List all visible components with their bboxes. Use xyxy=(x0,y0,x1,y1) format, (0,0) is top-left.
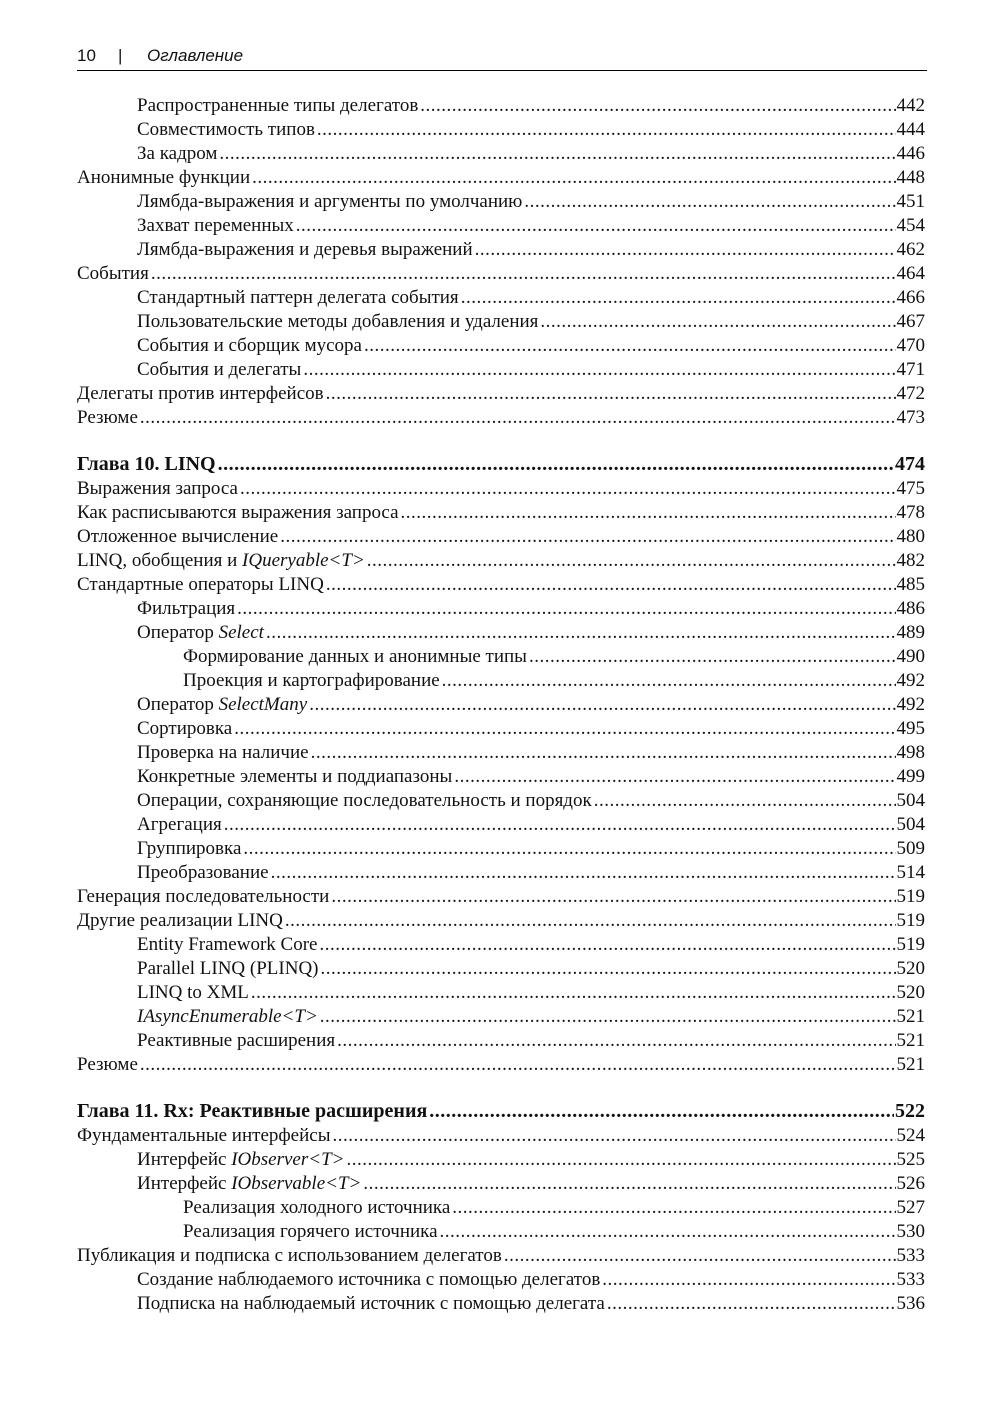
toc-entry[interactable] xyxy=(77,94,925,118)
toc-entry[interactable] xyxy=(77,1268,925,1292)
toc-entry-title: Операции, сохраняющие последовательность и порядок xyxy=(137,790,592,811)
toc-page-number: 520 xyxy=(896,958,925,979)
dot-leader xyxy=(219,142,895,166)
toc-entry-title: Стандартные операторы LINQ xyxy=(77,574,324,595)
dot-leader xyxy=(320,1005,896,1029)
toc-entry-title: Другие реализации LINQ xyxy=(77,910,283,931)
toc-page-number: 470 xyxy=(896,335,925,356)
toc-page-number: 525 xyxy=(896,1149,925,1170)
toc-entry[interactable] xyxy=(77,1124,925,1148)
toc-page-number: 446 xyxy=(896,143,925,164)
toc-entry-title: Делегаты против интерфейсов xyxy=(77,383,324,404)
toc-entry-title: Как расписываются выражения запроса xyxy=(77,502,399,523)
toc-entry[interactable] xyxy=(77,1292,925,1316)
toc-entry[interactable] xyxy=(77,1148,925,1172)
page-number: 10 xyxy=(77,46,96,65)
toc-page-number: 490 xyxy=(896,646,925,667)
toc-entry[interactable] xyxy=(77,1196,925,1220)
toc-entry-title: События xyxy=(77,263,149,284)
toc-entry-title: LINQ to XML xyxy=(137,982,249,1003)
toc-entry[interactable] xyxy=(77,885,925,909)
toc-entry-title: Интерфейс IObservable<T> xyxy=(137,1173,362,1194)
dot-leader xyxy=(218,451,894,477)
dot-leader xyxy=(602,1268,895,1292)
dot-leader xyxy=(529,645,896,669)
toc-entry-title: Сортировка xyxy=(137,718,233,739)
toc-entry-title: Выражения запроса xyxy=(77,478,238,499)
dot-leader xyxy=(540,310,895,334)
dot-leader xyxy=(440,1220,896,1244)
toc-chapter-heading[interactable] xyxy=(77,451,925,477)
running-header xyxy=(77,44,927,71)
toc-entry[interactable] xyxy=(77,789,925,813)
toc-page-number: 504 xyxy=(896,814,925,835)
toc-entry-title: Реализация горячего источника xyxy=(183,1221,438,1242)
toc-entry[interactable] xyxy=(77,765,925,789)
toc-entry[interactable] xyxy=(77,118,925,142)
toc-page-number: 467 xyxy=(896,311,925,332)
toc-entry[interactable] xyxy=(77,573,925,597)
toc-entry-title: События и сборщик мусора xyxy=(137,335,362,356)
dot-leader xyxy=(151,262,896,286)
toc-entry-title: Резюме xyxy=(77,407,138,428)
header-title: Оглавление xyxy=(147,46,244,65)
dot-leader xyxy=(309,693,895,717)
toc-entry-title: Совместимость типов xyxy=(137,119,315,140)
toc-entry[interactable] xyxy=(77,1005,925,1029)
dot-leader xyxy=(234,717,895,741)
toc-page-number: 474 xyxy=(895,453,925,475)
toc-page-number: 533 xyxy=(896,1245,925,1266)
toc-page-number: 442 xyxy=(896,95,925,116)
toc-page-number: 482 xyxy=(896,550,925,571)
toc-page-number: 485 xyxy=(896,574,925,595)
toc-entry-title: Создание наблюдаемого источника с помощью делегатов xyxy=(137,1269,601,1290)
dot-leader xyxy=(401,501,896,525)
toc-entry-title: Лямбда-выражения и деревья выражений xyxy=(137,239,473,260)
toc-page-number: 519 xyxy=(896,886,925,907)
toc-page-number: 454 xyxy=(896,215,925,236)
toc-page-number: 521 xyxy=(896,1054,925,1075)
toc-entry[interactable] xyxy=(77,334,925,358)
dot-leader xyxy=(607,1292,896,1316)
header-separator: | xyxy=(118,46,123,65)
toc-entry[interactable] xyxy=(77,214,925,238)
toc-page-number: 533 xyxy=(896,1269,925,1290)
toc-entry-title: Оператор Select xyxy=(137,622,264,643)
toc-entry[interactable] xyxy=(77,525,925,549)
toc-page-number: 509 xyxy=(896,838,925,859)
toc-entry[interactable] xyxy=(77,166,925,190)
dot-leader xyxy=(337,1029,895,1053)
toc-entry-title: Реализация холодного источника xyxy=(183,1197,451,1218)
toc-entry[interactable] xyxy=(77,310,925,334)
toc-entry[interactable] xyxy=(77,1053,925,1077)
toc-page-number: 473 xyxy=(896,407,925,428)
toc-entry-title: События и делегаты xyxy=(137,359,302,380)
toc-entry[interactable] xyxy=(77,501,925,525)
toc-entry-title: Entity Framework Core xyxy=(137,934,318,955)
toc-entry-title: Стандартный паттерн делегата события xyxy=(137,287,459,308)
dot-leader xyxy=(367,549,896,573)
toc-entry[interactable] xyxy=(77,645,925,669)
toc-entry-title: Глава 11. Rx: Реактивные расширения xyxy=(77,1100,428,1122)
dot-leader xyxy=(420,94,895,118)
toc-page-number: 466 xyxy=(896,287,925,308)
toc-entry-title: Глава 10. LINQ xyxy=(77,453,216,475)
toc-entry-title: Оператор SelectMany xyxy=(137,694,308,715)
toc-page-number: 514 xyxy=(896,862,925,883)
toc-entry-title: Parallel LINQ (PLINQ) xyxy=(137,958,319,979)
toc-page-number: 451 xyxy=(896,191,925,212)
toc-entry[interactable] xyxy=(77,597,925,621)
toc-entry-title: IAsyncEnumerable<T> xyxy=(137,1006,318,1027)
dot-leader xyxy=(452,1196,895,1220)
toc-entry[interactable] xyxy=(77,549,925,573)
toc-entry-title: Фундаментальные интерфейсы xyxy=(77,1125,331,1146)
toc-entry[interactable] xyxy=(77,981,925,1005)
dot-leader xyxy=(326,382,896,406)
toc-entry[interactable] xyxy=(77,693,925,717)
toc-page-number: 519 xyxy=(896,934,925,955)
toc-page-number: 499 xyxy=(896,766,925,787)
toc-entry[interactable] xyxy=(77,957,925,981)
dot-leader xyxy=(271,861,896,885)
toc-page-number: 522 xyxy=(895,1100,925,1122)
dot-leader xyxy=(140,1053,896,1077)
toc-entry[interactable] xyxy=(77,741,925,765)
dot-leader xyxy=(454,765,895,789)
toc-entry[interactable] xyxy=(77,1172,925,1196)
dot-leader xyxy=(140,406,896,430)
toc-entry-title: Распространенные типы делегатов xyxy=(137,95,419,116)
dot-leader xyxy=(594,789,896,813)
toc-entry-title: За кадром xyxy=(137,143,218,164)
dot-leader xyxy=(504,1244,896,1268)
toc-entry-title: Группировка xyxy=(137,838,242,859)
toc-entry-title: Отложенное вычисление xyxy=(77,526,279,547)
toc-entry[interactable] xyxy=(77,1244,925,1268)
toc-entry[interactable] xyxy=(77,1029,925,1053)
toc-entry[interactable] xyxy=(77,861,925,885)
toc-entry-title: Лямбда-выражения и аргументы по умолчанию xyxy=(137,191,523,212)
toc-entry[interactable] xyxy=(77,190,925,214)
dot-leader xyxy=(331,885,895,909)
toc-entry-title: Реактивные расширения xyxy=(137,1030,336,1051)
dot-leader xyxy=(346,1148,895,1172)
toc-entry[interactable] xyxy=(77,813,925,837)
toc-entry-title: Проекция и картографирование xyxy=(183,670,440,691)
toc-entry[interactable] xyxy=(77,286,925,310)
dot-leader xyxy=(285,909,896,933)
toc-page-number: 471 xyxy=(896,359,925,380)
toc-entry-title: Фильтрация xyxy=(137,598,236,619)
dot-leader xyxy=(442,669,896,693)
toc-entry[interactable] xyxy=(77,1220,925,1244)
toc-chapter-heading[interactable] xyxy=(77,1098,925,1124)
toc-page-number: 504 xyxy=(896,790,925,811)
dot-leader xyxy=(319,933,895,957)
toc-entry-title: Подписка на наблюдаемый источник с помощью делегата xyxy=(137,1293,605,1314)
toc-page-number: 492 xyxy=(896,694,925,715)
toc-entry-title: Интерфейс IObserver<T> xyxy=(137,1149,345,1170)
toc-page-number: 527 xyxy=(896,1197,925,1218)
dot-leader xyxy=(243,837,895,861)
toc-entry[interactable] xyxy=(77,382,925,406)
toc-entry-title: Генерация последовательности xyxy=(77,886,330,907)
toc-entry-title: Агрегация xyxy=(137,814,222,835)
toc-entry[interactable] xyxy=(77,909,925,933)
toc-entry[interactable] xyxy=(77,717,925,741)
toc-page-number: 536 xyxy=(896,1293,925,1314)
toc-page-number: 492 xyxy=(896,670,925,691)
toc-page-number: 475 xyxy=(896,478,925,499)
toc-entry[interactable] xyxy=(77,238,925,262)
toc-page-number: 486 xyxy=(896,598,925,619)
toc-page-number: 521 xyxy=(896,1030,925,1051)
toc-page-number: 519 xyxy=(896,910,925,931)
table-of-contents xyxy=(77,94,925,1316)
dot-leader xyxy=(311,741,896,765)
toc-entry[interactable] xyxy=(77,621,925,645)
toc-entry-title: Пользовательские методы добавления и удаления xyxy=(137,311,539,332)
toc-page-number: 462 xyxy=(896,239,925,260)
dot-leader xyxy=(237,597,895,621)
toc-page-number: 498 xyxy=(896,742,925,763)
toc-entry-title: Проверка на наличие xyxy=(137,742,309,763)
toc-page-number: 520 xyxy=(896,982,925,1003)
toc-page-number: 521 xyxy=(896,1006,925,1027)
dot-leader xyxy=(461,286,896,310)
toc-page-number: 530 xyxy=(896,1221,925,1242)
dot-leader xyxy=(317,118,896,142)
toc-page-number: 448 xyxy=(896,167,925,188)
toc-entry-title: Конкретные элементы и поддиапазоны xyxy=(137,766,453,787)
toc-page-number: 526 xyxy=(896,1173,925,1194)
dot-leader xyxy=(333,1124,896,1148)
dot-leader xyxy=(224,813,896,837)
toc-page-number: 524 xyxy=(896,1125,925,1146)
toc-entry[interactable] xyxy=(77,358,925,382)
dot-leader xyxy=(326,573,896,597)
toc-entry-title: LINQ, обобщения и IQueryable<T> xyxy=(77,550,365,571)
dot-leader xyxy=(280,525,895,549)
dot-leader xyxy=(321,957,896,981)
toc-entry-title: Формирование данных и анонимные типы xyxy=(183,646,527,667)
toc-entry-title: Публикация и подписка с использованием делегатов xyxy=(77,1245,502,1266)
toc-page-number: 444 xyxy=(896,119,925,140)
toc-page-number: 472 xyxy=(896,383,925,404)
toc-entry-title: Анонимные функции xyxy=(77,167,251,188)
toc-entry[interactable] xyxy=(77,262,925,286)
dot-leader xyxy=(266,621,896,645)
toc-entry[interactable] xyxy=(77,406,925,430)
dot-leader xyxy=(240,477,896,501)
toc-entry[interactable] xyxy=(77,837,925,861)
toc-entry-title: Захват переменных xyxy=(137,215,294,236)
dot-leader xyxy=(303,358,895,382)
toc-page-number: 480 xyxy=(896,526,925,547)
dot-leader xyxy=(429,1098,894,1124)
dot-leader xyxy=(296,214,896,238)
toc-entry[interactable] xyxy=(77,669,925,693)
dot-leader xyxy=(475,238,896,262)
dot-leader xyxy=(364,334,896,358)
dot-leader xyxy=(363,1172,895,1196)
dot-leader xyxy=(252,166,895,190)
dot-leader xyxy=(524,190,895,214)
toc-entry-title: Преобразование xyxy=(137,862,269,883)
toc-page-number: 464 xyxy=(896,263,925,284)
toc-entry[interactable] xyxy=(77,477,925,501)
toc-page-number: 489 xyxy=(896,622,925,643)
toc-page-number: 495 xyxy=(896,718,925,739)
toc-entry[interactable] xyxy=(77,933,925,957)
toc-page-number: 478 xyxy=(896,502,925,523)
toc-entry-title: Резюме xyxy=(77,1054,138,1075)
toc-entry[interactable] xyxy=(77,142,925,166)
dot-leader xyxy=(251,981,896,1005)
